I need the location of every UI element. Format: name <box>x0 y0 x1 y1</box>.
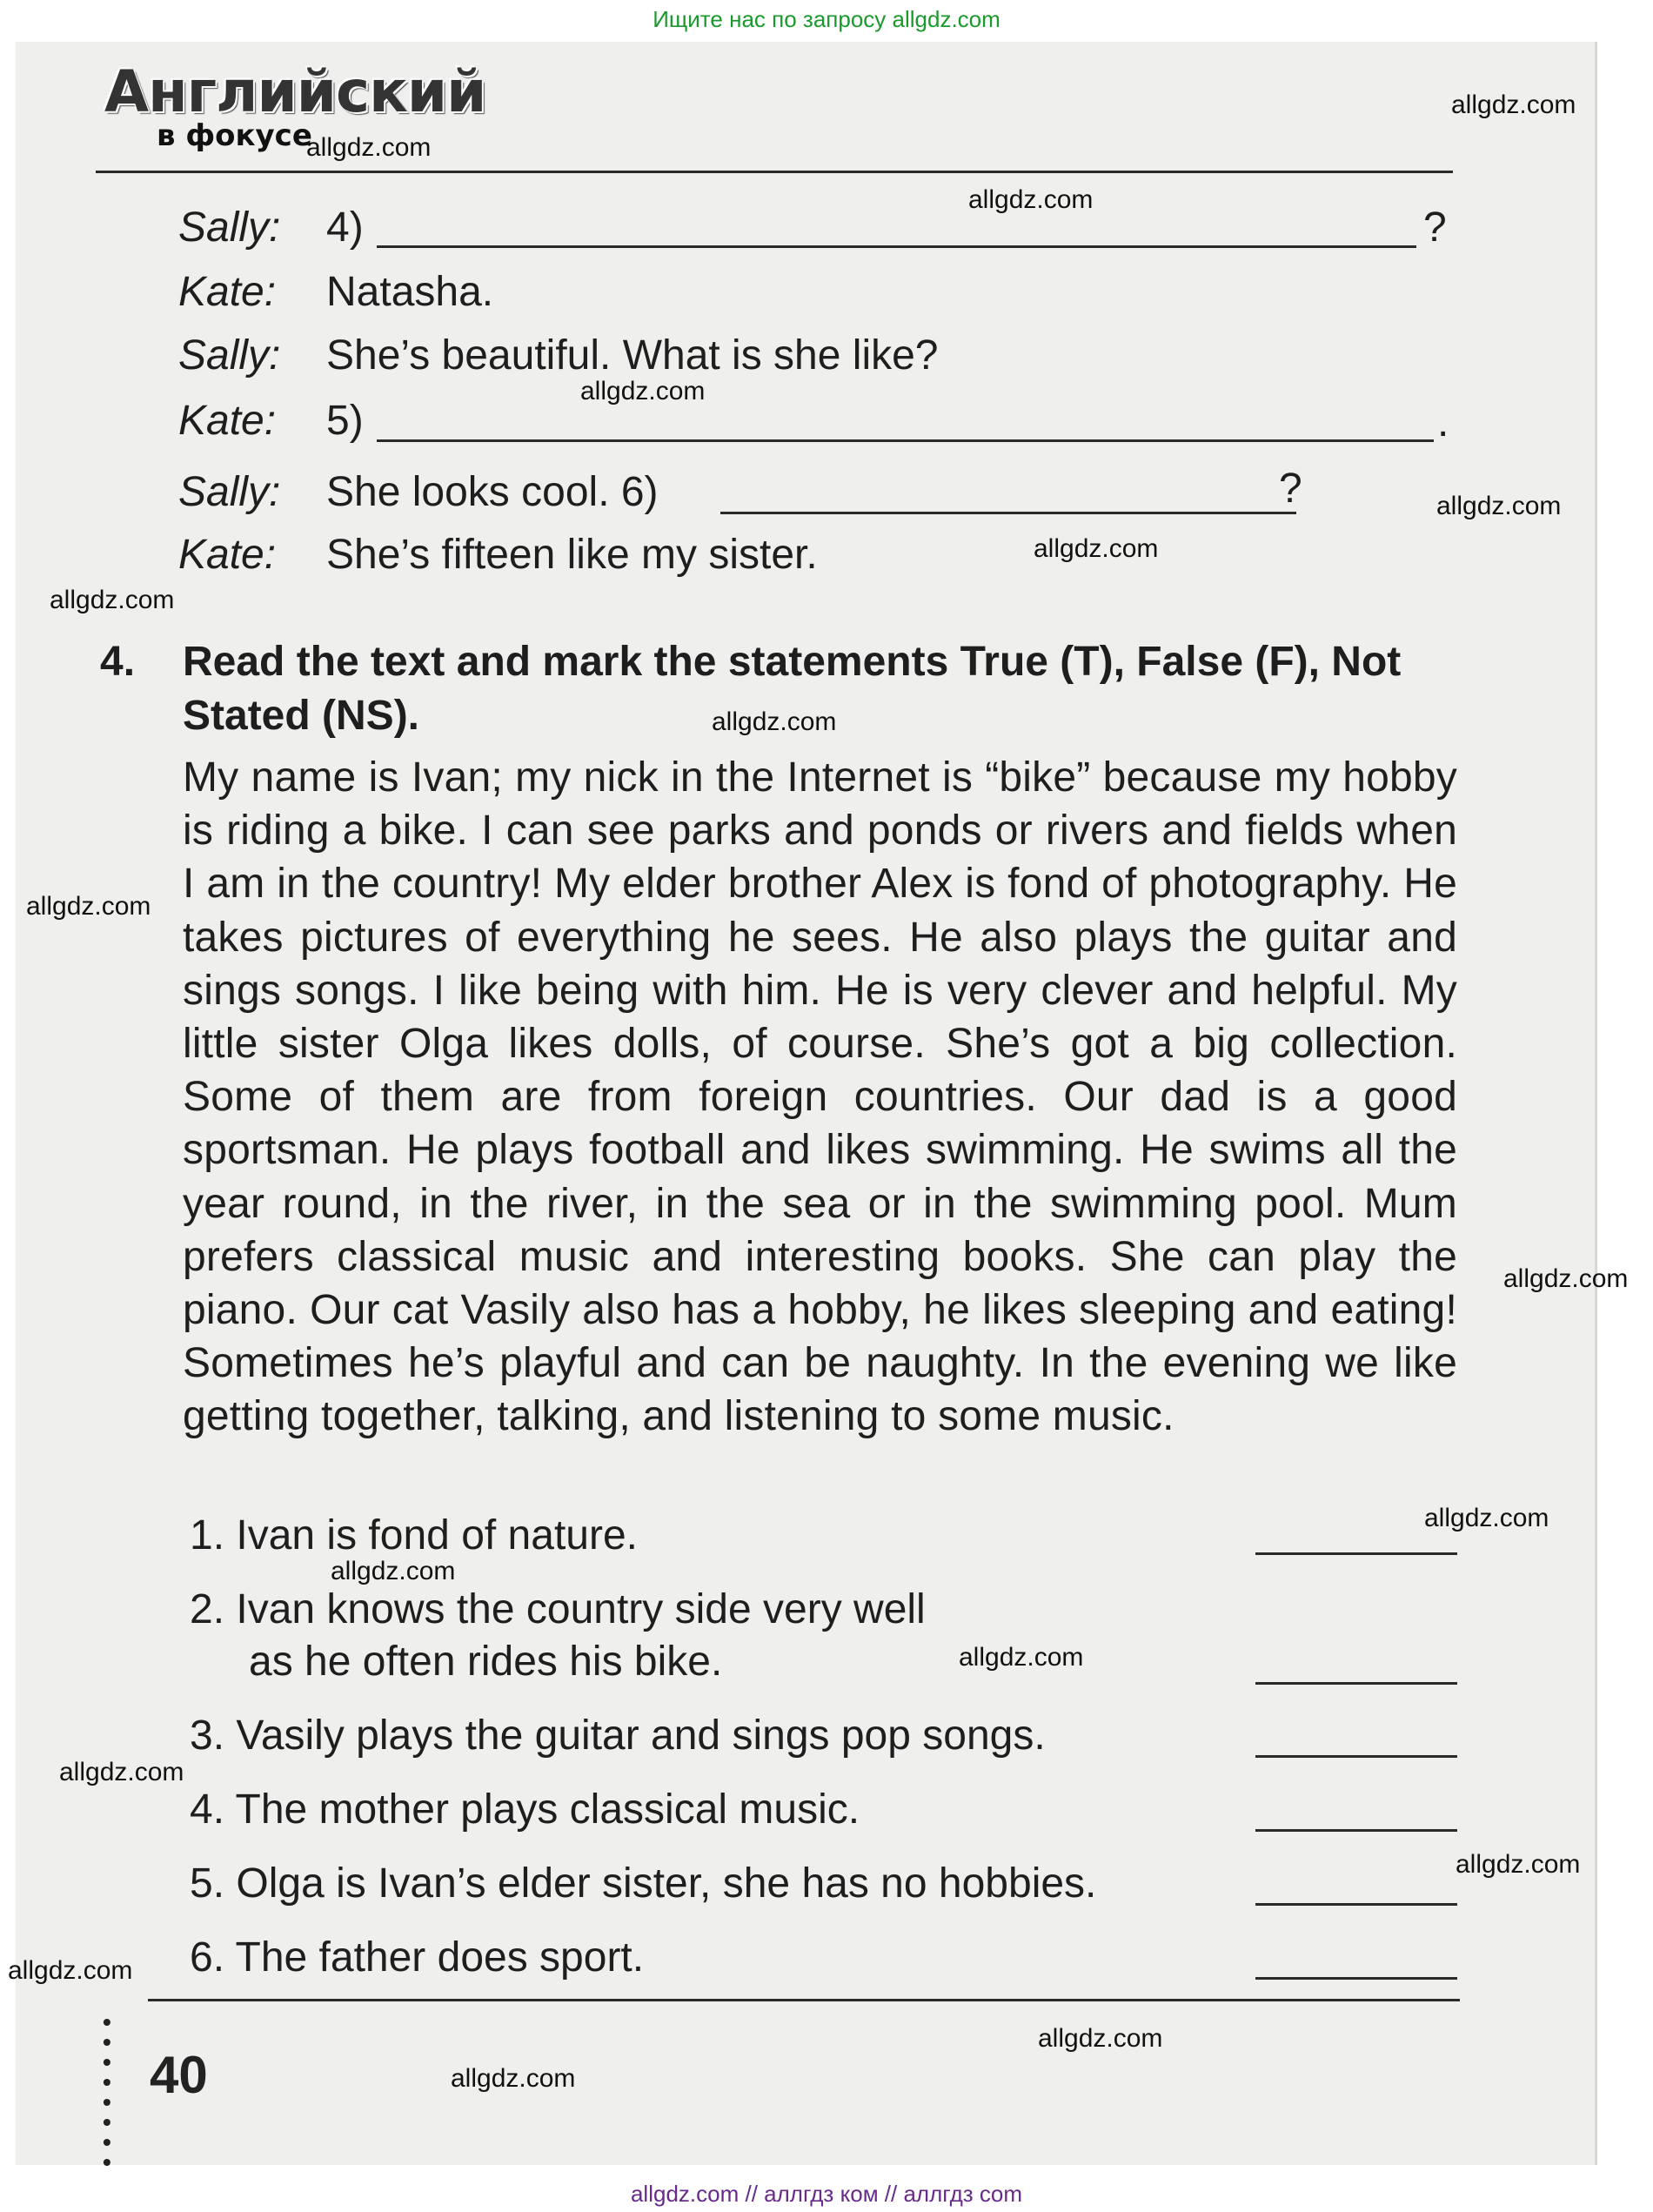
line-end: ? <box>1279 466 1302 512</box>
speaker: Sally: <box>178 204 281 251</box>
watermark: allgdz.com <box>1424 1504 1549 1532</box>
reading-text: My name is Ivan; my nick in the Internet is “bike” because my hobby is riding a bike. I can see parks and ponds or rivers and fields when I am in the country! My elder brother Alex is fond of photography. He takes pictures of everything he sees. He also plays the guitar and sings songs. I like being with him. He is very clever and helpful. My little sister Olga likes dolls, of course. She’s got a big collection. Some of them are from foreign countries. Our dad is a good sportsman. He plays football and likes swimming. He swims all the year round, in the river, in the sea or in the swimming pool. Mum prefers classical music and interesting books. She can play the piano. Our cat Vasily also has a hobby, he likes sleeping and eating! Sometimes he’s playful and can be naughty. In the evening we like getting together, talking, and listening to some music. <box>183 754 1457 1440</box>
watermark: allgdz.com <box>331 1557 456 1585</box>
line-text: She looks cool. 6) <box>326 469 659 515</box>
logo-subtitle: в фокусе <box>157 118 312 153</box>
watermark: allgdz.com <box>306 133 432 162</box>
logo-title: Английский <box>104 58 486 125</box>
watermark: allgdz.com <box>1436 492 1562 520</box>
header-rule <box>96 171 1453 173</box>
statement: 5. Olga is Ivan’s elder sister, she has no hobbies. <box>190 1860 1097 1907</box>
answer-line[interactable] <box>1255 1977 1457 1980</box>
line-text: 4) <box>326 204 364 251</box>
page-dots: • • • • • • • • <box>103 2008 111 2175</box>
watermark: allgdz.com <box>1503 1264 1629 1293</box>
watermark: allgdz.com <box>1456 1850 1581 1879</box>
line-text: She’s fifteen like my sister. <box>326 532 818 578</box>
speaker: Kate: <box>178 398 277 444</box>
statement-continued: as he often rides his bike. <box>249 1639 723 1685</box>
answer-blank[interactable] <box>720 512 1296 514</box>
statement: 6. The father does sport. <box>190 1934 645 1981</box>
statement: 1. Ivan is fond of nature. <box>190 1512 638 1558</box>
line-text: She’s beautiful. What is she like? <box>326 332 939 379</box>
answer-line[interactable] <box>1255 1829 1457 1832</box>
answer-line[interactable] <box>1255 1682 1457 1685</box>
statement: 4. The mother plays classical music. <box>190 1786 860 1833</box>
line-text: Natasha. <box>326 269 494 315</box>
speaker: Sally: <box>178 332 281 379</box>
answer-blank[interactable] <box>377 439 1434 442</box>
footer-rule <box>148 1999 1460 2001</box>
exercise-number: 4. <box>100 639 136 685</box>
watermark: allgdz.com <box>1034 534 1159 563</box>
exercise-title: Read the text and mark the statements True (T), False (F), Not Stated (NS). <box>183 639 1402 739</box>
answer-line[interactable] <box>1255 1903 1457 1906</box>
answer-blank[interactable] <box>377 245 1416 248</box>
answer-line[interactable] <box>1255 1552 1457 1555</box>
line-end: . <box>1437 399 1449 446</box>
line-end: ? <box>1423 204 1447 251</box>
watermark: allgdz.com <box>59 1758 184 1786</box>
speaker: Sally: <box>178 469 281 515</box>
watermark: allgdz.com <box>580 377 706 406</box>
watermark: allgdz.com <box>50 586 175 614</box>
watermark: allgdz.com <box>959 1643 1084 1672</box>
watermark: allgdz.com <box>451 2064 576 2093</box>
statement: 3. Vasily plays the guitar and sings pop songs. <box>190 1713 1046 1759</box>
bottom-banner[interactable]: allgdz.com // аллгдз ком // аллгдз com <box>630 2181 1023 2207</box>
watermark: allgdz.com <box>712 707 837 736</box>
answer-line[interactable] <box>1255 1755 1457 1758</box>
speaker: Kate: <box>178 532 277 578</box>
watermark: allgdz.com <box>1038 2024 1163 2053</box>
watermark: allgdz.com <box>8 1956 133 1985</box>
statement: 2. Ivan knows the country side very well <box>190 1586 926 1632</box>
watermark: allgdz.com <box>1451 90 1576 119</box>
watermark: allgdz.com <box>968 185 1094 214</box>
page-number: 40 <box>150 2046 208 2104</box>
speaker: Kate: <box>178 269 277 315</box>
top-banner[interactable]: Ищите нас по запросу allgdz.com <box>652 6 1000 32</box>
watermark: allgdz.com <box>26 892 151 921</box>
line-text: 5) <box>326 398 364 444</box>
